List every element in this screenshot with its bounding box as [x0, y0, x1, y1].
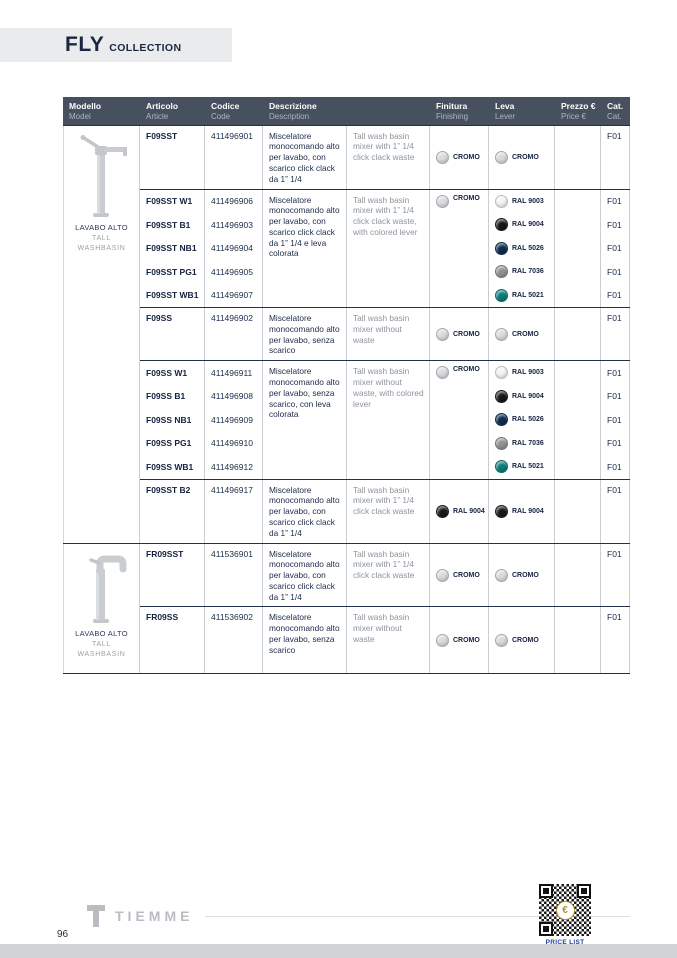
header-label-it: Codice	[211, 101, 240, 111]
product-code: 411496901	[205, 126, 263, 189]
article-code: F09SS WB1	[140, 455, 205, 479]
description-it: Miscelatore monocomando alto per lavabo, senza scarico	[263, 308, 347, 360]
model-cell	[63, 544, 140, 674]
description-en: Tall wash basin mixer without waste, with colored lever	[347, 361, 430, 479]
category-value: F01	[601, 260, 630, 284]
finish-cell	[430, 480, 489, 543]
header-label-en: Description	[269, 111, 310, 121]
product-block	[140, 544, 630, 608]
header-label-it: Cat.	[607, 101, 624, 111]
lever-label: CROMO	[512, 331, 539, 339]
category-value: F01	[601, 432, 630, 456]
header-label-en: Lever	[495, 111, 516, 121]
product-code: 411496909	[205, 408, 263, 432]
price-cell	[555, 126, 601, 189]
lever-label: CROMO	[512, 637, 539, 645]
lever-swatch	[495, 195, 508, 208]
product-code: 411496905	[205, 260, 263, 284]
article-code: F09SS NB1	[140, 408, 205, 432]
product-code: 411496908	[205, 385, 263, 409]
header-leva	[489, 97, 555, 125]
lever-label: CROMO	[512, 572, 539, 580]
article-code: F09SST B2	[140, 480, 205, 543]
lever-swatch	[495, 328, 508, 341]
lever-cell	[489, 237, 555, 261]
lever-label: RAL 7036	[512, 268, 544, 276]
price-cell	[555, 480, 601, 543]
finish-cell	[430, 361, 489, 479]
article-code: F09SS B1	[140, 385, 205, 409]
product-block	[140, 126, 630, 190]
header-prezzo	[555, 97, 601, 125]
price-cell	[555, 544, 601, 607]
lever-label: RAL 5021	[512, 463, 544, 471]
finish-swatch	[436, 328, 449, 341]
product-block	[140, 607, 630, 673]
lever-label: RAL 9003	[512, 369, 544, 377]
product-code: 411536901	[205, 544, 263, 607]
description-en: Tall wash basin mixer with 1” 1/4 click clack waste, with colored lever	[347, 190, 430, 308]
header-descrizione	[263, 97, 430, 125]
product-block	[140, 361, 630, 480]
qr-caption: PRICE LIST	[545, 939, 585, 946]
lever-cell	[489, 213, 555, 237]
product-table	[63, 97, 630, 674]
model-group	[63, 126, 630, 544]
lever-swatch	[495, 289, 508, 302]
category-value: F01	[601, 480, 630, 543]
description-it: Miscelatore monocomando alto per lavabo, con scarico click clack da 1” 1/4	[263, 126, 347, 189]
qr-finder-icon	[577, 884, 591, 898]
article-code: FR09SST	[140, 544, 205, 607]
lever-cell	[489, 480, 555, 543]
finish-label: CROMO	[453, 572, 480, 580]
lever-label: RAL 9004	[512, 221, 544, 229]
category-value: F01	[601, 544, 630, 607]
header-label-it: Descrizione	[269, 101, 317, 111]
article-code: FR09SS	[140, 607, 205, 673]
finish-label: CROMO	[453, 331, 480, 339]
finish-cell	[430, 544, 489, 607]
product-code: 411496912	[205, 455, 263, 479]
article-code: F09SST W1	[140, 190, 205, 214]
category-value: F01	[601, 607, 630, 673]
product-image-tall-mixer	[71, 133, 133, 219]
lever-cell	[489, 126, 555, 189]
product-code: 411496906	[205, 190, 263, 214]
product-code: 411496910	[205, 432, 263, 456]
model-group-rows	[140, 126, 630, 543]
category-value: F01	[601, 385, 630, 409]
article-code: F09SST	[140, 126, 205, 189]
category-value: F01	[601, 284, 630, 308]
lever-swatch	[495, 460, 508, 473]
lever-label: RAL 9004	[512, 392, 544, 400]
description-en: Tall wash basin mixer without waste	[347, 308, 430, 360]
finish-swatch	[436, 505, 449, 518]
lever-cell	[489, 260, 555, 284]
header-label-it: Finitura	[436, 101, 468, 111]
product-code: 411496907	[205, 284, 263, 308]
header-label-en: Article	[146, 111, 169, 121]
description-en: Tall wash basin mixer with 1” 1/4 click clack waste	[347, 480, 430, 543]
euro-icon: €	[556, 901, 575, 920]
finish-label: CROMO	[453, 154, 480, 162]
description-en: Tall wash basin mixer with 1” 1/4 click clack waste	[347, 544, 430, 607]
category-value: F01	[601, 126, 630, 189]
product-code: 411496902	[205, 308, 263, 360]
description-it: Miscelatore monocomando alto per lavabo, con scarico click clack da 1” 1/4	[263, 544, 347, 607]
finish-cell	[430, 308, 489, 360]
price-cell	[555, 308, 601, 360]
description-en: Tall wash basin mixer without waste	[347, 607, 430, 673]
tiemme-logo-mark-icon	[85, 903, 107, 929]
product-code: 411496903	[205, 213, 263, 237]
product-code: 411496917	[205, 480, 263, 543]
lever-cell	[489, 190, 555, 214]
price-cell	[555, 190, 601, 308]
product-code: 411496911	[205, 361, 263, 385]
finish-swatch	[436, 569, 449, 582]
header-label-it: Prezzo €	[561, 101, 596, 111]
article-code: F09SS W1	[140, 361, 205, 385]
category-value: F01	[601, 190, 630, 214]
lever-swatch	[495, 265, 508, 278]
category-value: F01	[601, 237, 630, 261]
finish-label: CROMO	[453, 366, 480, 374]
lever-cell	[489, 385, 555, 409]
brand-name: TIEMME	[115, 908, 194, 924]
header-label-en: Code	[211, 111, 231, 121]
category-value: F01	[601, 455, 630, 479]
article-code: F09SS PG1	[140, 432, 205, 456]
category-value: F01	[601, 361, 630, 385]
qr-finder-icon	[539, 884, 553, 898]
product-image-tall-mixer-round	[71, 551, 133, 625]
table-header	[63, 97, 630, 126]
product-code: 411496904	[205, 237, 263, 261]
header-label-it: Articolo	[146, 101, 179, 111]
lever-swatch	[495, 218, 508, 231]
category-value: F01	[601, 213, 630, 237]
article-code: F09SS	[140, 308, 205, 360]
header-cat	[601, 97, 630, 125]
article-code: F09SST B1	[140, 213, 205, 237]
header-label-it: Leva	[495, 101, 515, 111]
finish-label: CROMO	[453, 637, 480, 645]
bottom-bar	[0, 944, 677, 958]
lever-cell	[489, 284, 555, 308]
lever-cell	[489, 361, 555, 385]
lever-cell	[489, 544, 555, 607]
product-block	[140, 308, 630, 361]
lever-swatch	[495, 151, 508, 164]
finish-cell	[430, 190, 489, 308]
model-label-en: TALL WASHBASIN	[77, 640, 126, 658]
lever-swatch	[495, 242, 508, 255]
model-label-it: LAVABO ALTO	[75, 628, 128, 638]
lever-swatch	[495, 437, 508, 450]
finish-label: RAL 9004	[453, 508, 485, 516]
lever-swatch	[495, 413, 508, 426]
lever-swatch	[495, 505, 508, 518]
finish-cell	[430, 607, 489, 673]
lever-cell	[489, 432, 555, 456]
lever-label: RAL 5026	[512, 416, 544, 424]
article-code: F09SST WB1	[140, 284, 205, 308]
lever-swatch	[495, 634, 508, 647]
header-label-en: Model	[69, 111, 91, 121]
model-label-it: LAVABO ALTO	[75, 222, 128, 232]
lever-label: RAL 9003	[512, 197, 544, 205]
price-cell	[555, 361, 601, 479]
product-block	[140, 480, 630, 543]
description-en: Tall wash basin mixer with 1” 1/4 click clack waste	[347, 126, 430, 189]
category-value: F01	[601, 308, 630, 360]
finish-swatch	[436, 151, 449, 164]
qr-finder-icon	[539, 922, 553, 936]
article-code: F09SST NB1	[140, 237, 205, 261]
description-it: Miscelatore monocomando alto per lavabo, con scarico click clack da 1” 1/4	[263, 480, 347, 543]
lever-swatch	[495, 390, 508, 403]
finish-swatch	[436, 195, 449, 208]
lever-label: RAL 7036	[512, 439, 544, 447]
title-banner	[0, 28, 232, 62]
lever-label: RAL 5021	[512, 291, 544, 299]
lever-cell	[489, 308, 555, 360]
lever-label: RAL 5026	[512, 244, 544, 252]
header-finitura	[430, 97, 489, 125]
header-label-en: Price €	[561, 111, 586, 121]
description-it: Miscelatore monocomando alto per lavabo, con scarico click clack da 1” 1/4 e leva colorata	[263, 190, 347, 308]
qr-code	[539, 884, 591, 936]
header-label-en: Cat.	[607, 111, 622, 121]
model-group	[63, 544, 630, 675]
lever-swatch	[495, 366, 508, 379]
lever-label: CROMO	[512, 154, 539, 162]
finish-label: CROMO	[453, 194, 480, 202]
page-title: FLY	[65, 33, 105, 56]
header-codice	[205, 97, 263, 125]
model-cell	[63, 126, 140, 543]
finish-cell	[430, 126, 489, 189]
finish-swatch	[436, 366, 449, 379]
lever-cell	[489, 408, 555, 432]
page-title-suffix: COLLECTION	[109, 42, 182, 54]
price-cell	[555, 607, 601, 673]
header-label-en: Finishing	[436, 111, 469, 121]
article-code: F09SST PG1	[140, 260, 205, 284]
qr-price-list	[539, 884, 591, 946]
lever-swatch	[495, 569, 508, 582]
lever-cell	[489, 455, 555, 479]
lever-label: RAL 9004	[512, 508, 544, 516]
model-group-rows	[140, 544, 630, 674]
finish-swatch	[436, 634, 449, 647]
header-label-it: Modello	[69, 101, 102, 111]
description-it: Miscelatore monocomando alto per lavabo, senza scarico	[263, 607, 347, 673]
header-articolo	[140, 97, 205, 125]
category-value: F01	[601, 408, 630, 432]
product-block	[140, 190, 630, 309]
description-it: Miscelatore monocomando alto per lavabo, senza scarico, con leva colorata	[263, 361, 347, 479]
lever-cell	[489, 607, 555, 673]
product-code: 411536902	[205, 607, 263, 673]
header-modello	[63, 97, 140, 125]
model-label-en: TALL WASHBASIN	[77, 234, 126, 252]
page-number: 96	[57, 929, 69, 940]
